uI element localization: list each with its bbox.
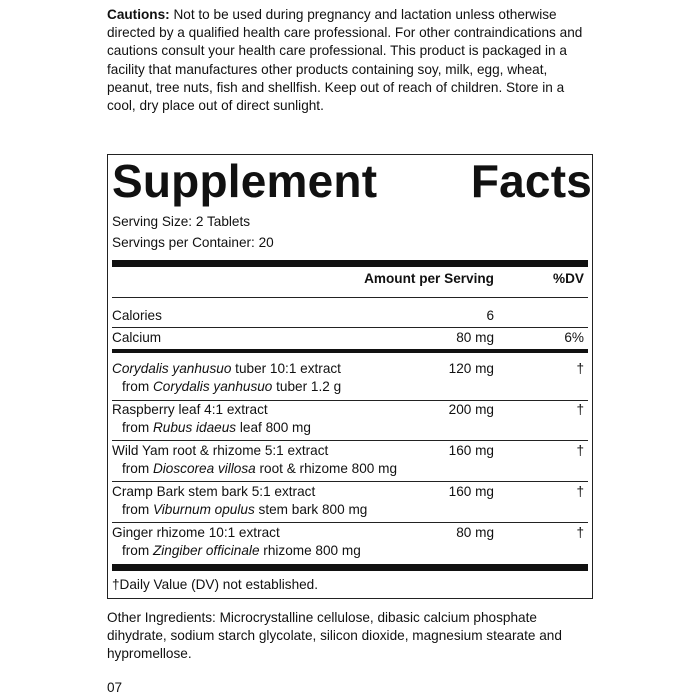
supplement-facts-panel	[107, 154, 593, 599]
nutrient-dv: 6%	[564, 330, 584, 345]
footnote: †Daily Value (DV) not established.	[112, 577, 319, 592]
facts-title	[112, 153, 592, 209]
other-ingredients: Other Ingredients: Microcrystalline cellulose, dibasic calcium phosphate dihydrate, sodium starch glycolate, silicon dioxide, magnesium stearate and hypromellose.	[107, 610, 562, 662]
medium-divider	[112, 349, 588, 353]
ingredient-line1: Wild Yam root & rhizome 5:1 extract	[112, 443, 329, 458]
divider	[112, 440, 588, 441]
ingredient-dv: †	[576, 443, 584, 458]
thick-divider	[112, 260, 588, 267]
nutrient-amount: 80 mg	[456, 330, 494, 345]
ingredient-amount: 80 mg	[456, 525, 494, 540]
divider	[112, 327, 588, 328]
ingredient-line2: from Dioscorea villosa root & rhizome 800 mg	[122, 461, 398, 476]
ingredient-amount: 120 mg	[448, 361, 494, 376]
nutrient-amount: 6	[486, 308, 494, 323]
ingredient-row	[112, 360, 588, 398]
ingredient-amount: 160 mg	[448, 484, 494, 499]
nutrient-name: Calories	[112, 308, 162, 323]
ingredient-amount: 160 mg	[448, 443, 494, 458]
title-word-facts: Facts	[470, 155, 592, 207]
divider	[112, 481, 588, 482]
ingredient-dv: †	[576, 525, 584, 540]
column-header	[112, 271, 588, 291]
thick-divider	[112, 564, 588, 571]
cautions-text	[107, 6, 587, 115]
header-amount: Amount per Serving	[364, 271, 494, 286]
ingredient-line1: Cramp Bark stem bark 5:1 extract	[112, 484, 316, 499]
ingredient-line2: from Viburnum opulus stem bark 800 mg	[122, 502, 368, 517]
serving-size: Serving Size: 2 Tablets	[112, 214, 251, 229]
nutrient-name: Calcium	[112, 330, 162, 345]
label-code: 07	[107, 680, 123, 695]
ingredient-line2: from Corydalis yanhusuo tuber 1.2 g	[122, 379, 342, 394]
title-word-supplement: Supplement	[112, 155, 378, 207]
header-dv: %DV	[553, 271, 584, 286]
ingredient-dv: †	[576, 361, 584, 376]
ingredient-line1: Ginger rhizome 10:1 extract	[112, 525, 280, 540]
ingredient-amount: 200 mg	[448, 402, 494, 417]
divider	[112, 297, 588, 298]
ingredient-row	[112, 442, 588, 480]
ingredient-line1: Corydalis yanhusuo tuber 10:1 extract	[112, 361, 341, 376]
servings-per-container: Servings per Container: 20	[112, 235, 274, 250]
ingredient-line2: from Zingiber officinale rhizome 800 mg	[122, 543, 361, 558]
ingredient-dv: †	[576, 402, 584, 417]
divider	[112, 522, 588, 523]
ingredient-row	[112, 483, 588, 521]
ingredient-line2: from Rubus idaeus leaf 800 mg	[122, 420, 311, 435]
ingredient-dv: †	[576, 484, 584, 499]
ingredient-row	[112, 401, 588, 439]
cautions-label: Cautions:	[107, 7, 170, 22]
cautions-body: Not to be used during pregnancy and lactation unless otherwise directed by a qualified health care professional. For other contraindications and cautions consult your health care professional. This product is packaged in a facility that manufactures other products containing soy, milk, egg, wheat, peanut, tree nuts, fish and shellfish. Keep out of reach of children. Store in a cool, dry place out of direct sunlight.	[107, 7, 583, 114]
ingredient-line1: Raspberry leaf 4:1 extract	[112, 402, 268, 417]
ingredient-row	[112, 524, 588, 562]
